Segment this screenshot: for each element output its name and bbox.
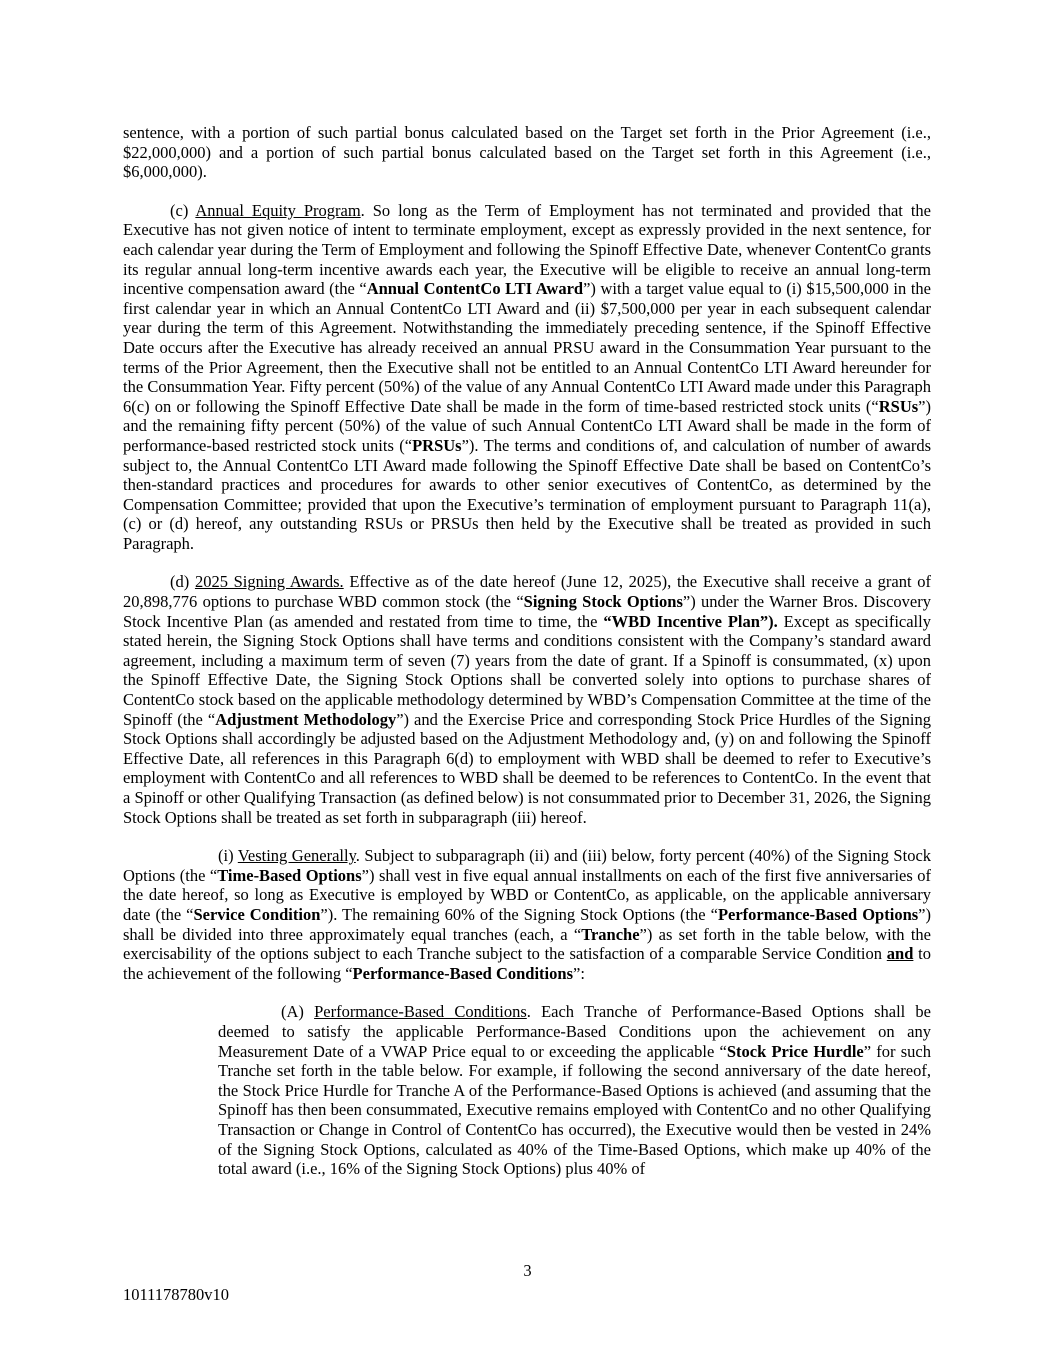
text-run: Stock Price Hurdle: [726, 1041, 864, 1061]
text-run: Effective as of the date hereof (June 12, 2025), the Executive shall receive a grant of 20,898,776 options to purchase WBD common stock (the “: [123, 572, 931, 612]
text-run: 2025 Signing Awards.: [194, 572, 344, 592]
text-run: Annual ContentCo LTI Award: [366, 279, 584, 299]
text-run: Adjustment Methodology: [215, 709, 397, 729]
paragraph: [218, 1002, 931, 1178]
paragraph: [123, 846, 931, 983]
text-run: Performance-Based Conditions: [314, 1002, 527, 1022]
text-run: “WBD Incentive Plan”).: [603, 611, 778, 631]
text-run: ”:: [573, 963, 585, 983]
text-run: ”) and the remaining fifty percent (50%) of the value of such Annual ContentCo LTI Award shall be made in the form of performance-based restricted stock units (“: [123, 396, 931, 455]
text-run: sentence, with a portion of such partial bonus calculated based on the Target set forth in the Prior Agreement (i.e., $22,000,000) and a portion of such partial bonus calculated based on the Target set forth in this Agreement (i.e., $6,000,000).: [123, 123, 931, 182]
text-run: . So long as the Term of Employment has not terminated and provided that the Executive has not given notice of intent to terminate employment, except as expressly provided in the next sentence, for each calendar year during the Term of Employment and following the Spinoff Effective Date, whenever ContentCo grants its regular annual long-term incentive awards each year, the Executive will be eligible to receive an annual long-term incentive compensation award (the “: [123, 200, 931, 299]
text-run: Time-Based Options: [217, 865, 362, 885]
text-run: Vesting Generally: [237, 846, 356, 866]
text-run: ”) as set forth in the table below, with the exercisability of the options subject to each Tranche subject to the satisfaction of a comparable Service Condition: [123, 924, 931, 964]
text-run: (A): [281, 1002, 315, 1022]
text-run: . Subject to subparagraph (ii) and (iii) below, forty percent (40%) of the Signing Stock Options (the “: [123, 846, 932, 885]
text-run: and: [886, 944, 914, 964]
text-run: Performance-Based Conditions: [352, 963, 573, 983]
text-run: Tranche: [581, 924, 640, 944]
text-run: to the achievement of the following “: [123, 944, 931, 983]
text-run: ”) under the Warner Bros. Discovery Stock Incentive Plan (as amended and restated from time to time, the: [123, 592, 931, 631]
paragraph: [123, 201, 931, 554]
text-run: ”) with a target value equal to (i) $15,500,000 in the first calendar year in which an Annual ContentCo LTI Award and (ii) $7,500,000 per year in each subsequent calendar year during the term of this Agreement. Notwithstanding the immediately preceding sentence, if the Spinoff Effective Date occurs after the Executive has already received an annual PRSU award in the Consummation Year pursuant to the terms of the Prior Agreement, then the Executive shall not be entitled to an Annual ContentCo LTI Award hereunder for the Consummation Year. Fifty percent (50%) of the value of any Annual ContentCo LTI Award made under this Paragraph 6(c) on or following the Spinoff Effective Date shall be made in the form of time-based restricted stock units (“: [123, 279, 931, 416]
text-run: Annual Equity Program: [195, 200, 361, 220]
text-run: Performance-Based Options: [717, 904, 919, 924]
text-run: Service Condition: [193, 904, 321, 924]
text-run: ”) shall be divided into three approximately equal tranches (each, a “: [123, 904, 931, 944]
text-run: ” for such Tranche set forth in the table below. For example, if following the second anniversary of the date hereof, the Stock Price Hurdle for Tranche A of the Performance-Based Options is achieved (and assuming that the Spinoff has then been consummated, Executive remains employed with ContentCo and no other Qualifying Transaction or Change in Control of ContentCo has occurred), the Executive would then be vested in 24% of the Signing Stock Options, calculated as 40% of the Time-Based Options, which make up 40% of the total award (i.e., 16% of the Signing Stock Options) plus 40% of: [218, 1041, 931, 1179]
text-run: Signing Stock Options: [523, 592, 683, 612]
text-run: PRSUs: [412, 435, 462, 455]
page-number: 3: [523, 1261, 532, 1280]
text-run: Except as specifically stated herein, the Signing Stock Options shall have terms and conditions consistent with the Company’s standard award agreement, including a maximum term of seven (7) years from the date of grant. If a Spinoff is consummated, (x) upon the Spinoff Effective Date, the Signing Stock Options shall be converted solely into options to purchase shares of ContentCo stock based on the applicable methodology determined by WBD’s Compensation Committee at the time of the Spinoff (the “: [123, 611, 931, 729]
paragraph: [123, 123, 931, 182]
text-run: ”) shall vest in five equal annual installments on each of the first five anniversaries of the date hereof, so long as Executive is employed by WBD or ContentCo, as applicable, on the applicable anniversary date (the “: [123, 865, 932, 924]
text-run: ”) and the Exercise Price and corresponding Stock Price Hurdles of the Signing Stock Options shall accordingly be adjusted based on the Adjustment Methodology and, (y) on and following the Spinoff Effective Date, all references in this Paragraph 6(d) to employment with WBD shall be deemed to refer to Executive’s employment with ContentCo and all references to WBD shall be deemed to be references to ContentCo. In the event that a Spinoff or other Qualifying Transaction (as defined below) is not consummated prior to December 31, 2026, the Signing Stock Options shall be treated as set forth in subparagraph (iii) hereof.: [123, 709, 931, 827]
text-run: ”). The terms and conditions of, and calculation of number of awards subject to, the Annual ContentCo LTI Award made following the Spinoff Effective Date shall be based on ContentCo’s then-standard practices and procedures for awards to other senior executives of ContentCo, as determined by the Compensation Committee; provided that upon the Executive’s termination of employment pursuant to Paragraph 11(a), (c) or (d) hereof, any outstanding RSUs or PRSUs then held by the Executive shall be treated as provided in such Paragraph.: [123, 435, 931, 553]
text-run: ”). The remaining 60% of the Signing Stock Options (the “: [320, 904, 718, 924]
text-run: (d): [170, 572, 195, 592]
text-run: RSUs: [878, 396, 919, 416]
text-run: (i): [218, 846, 238, 866]
text-run: (c): [170, 200, 196, 220]
document-id-footer: 1011178780v10: [123, 1285, 230, 1304]
paragraph: [123, 572, 931, 827]
document-body: [123, 123, 931, 1179]
text-run: . Each Tranche of Performance-Based Options shall be deemed to satisfy the applicable Performance-Based Conditions upon the achievement on any Measurement Date of a VWAP Price equal to or exceeding the applicable “: [218, 1002, 931, 1061]
